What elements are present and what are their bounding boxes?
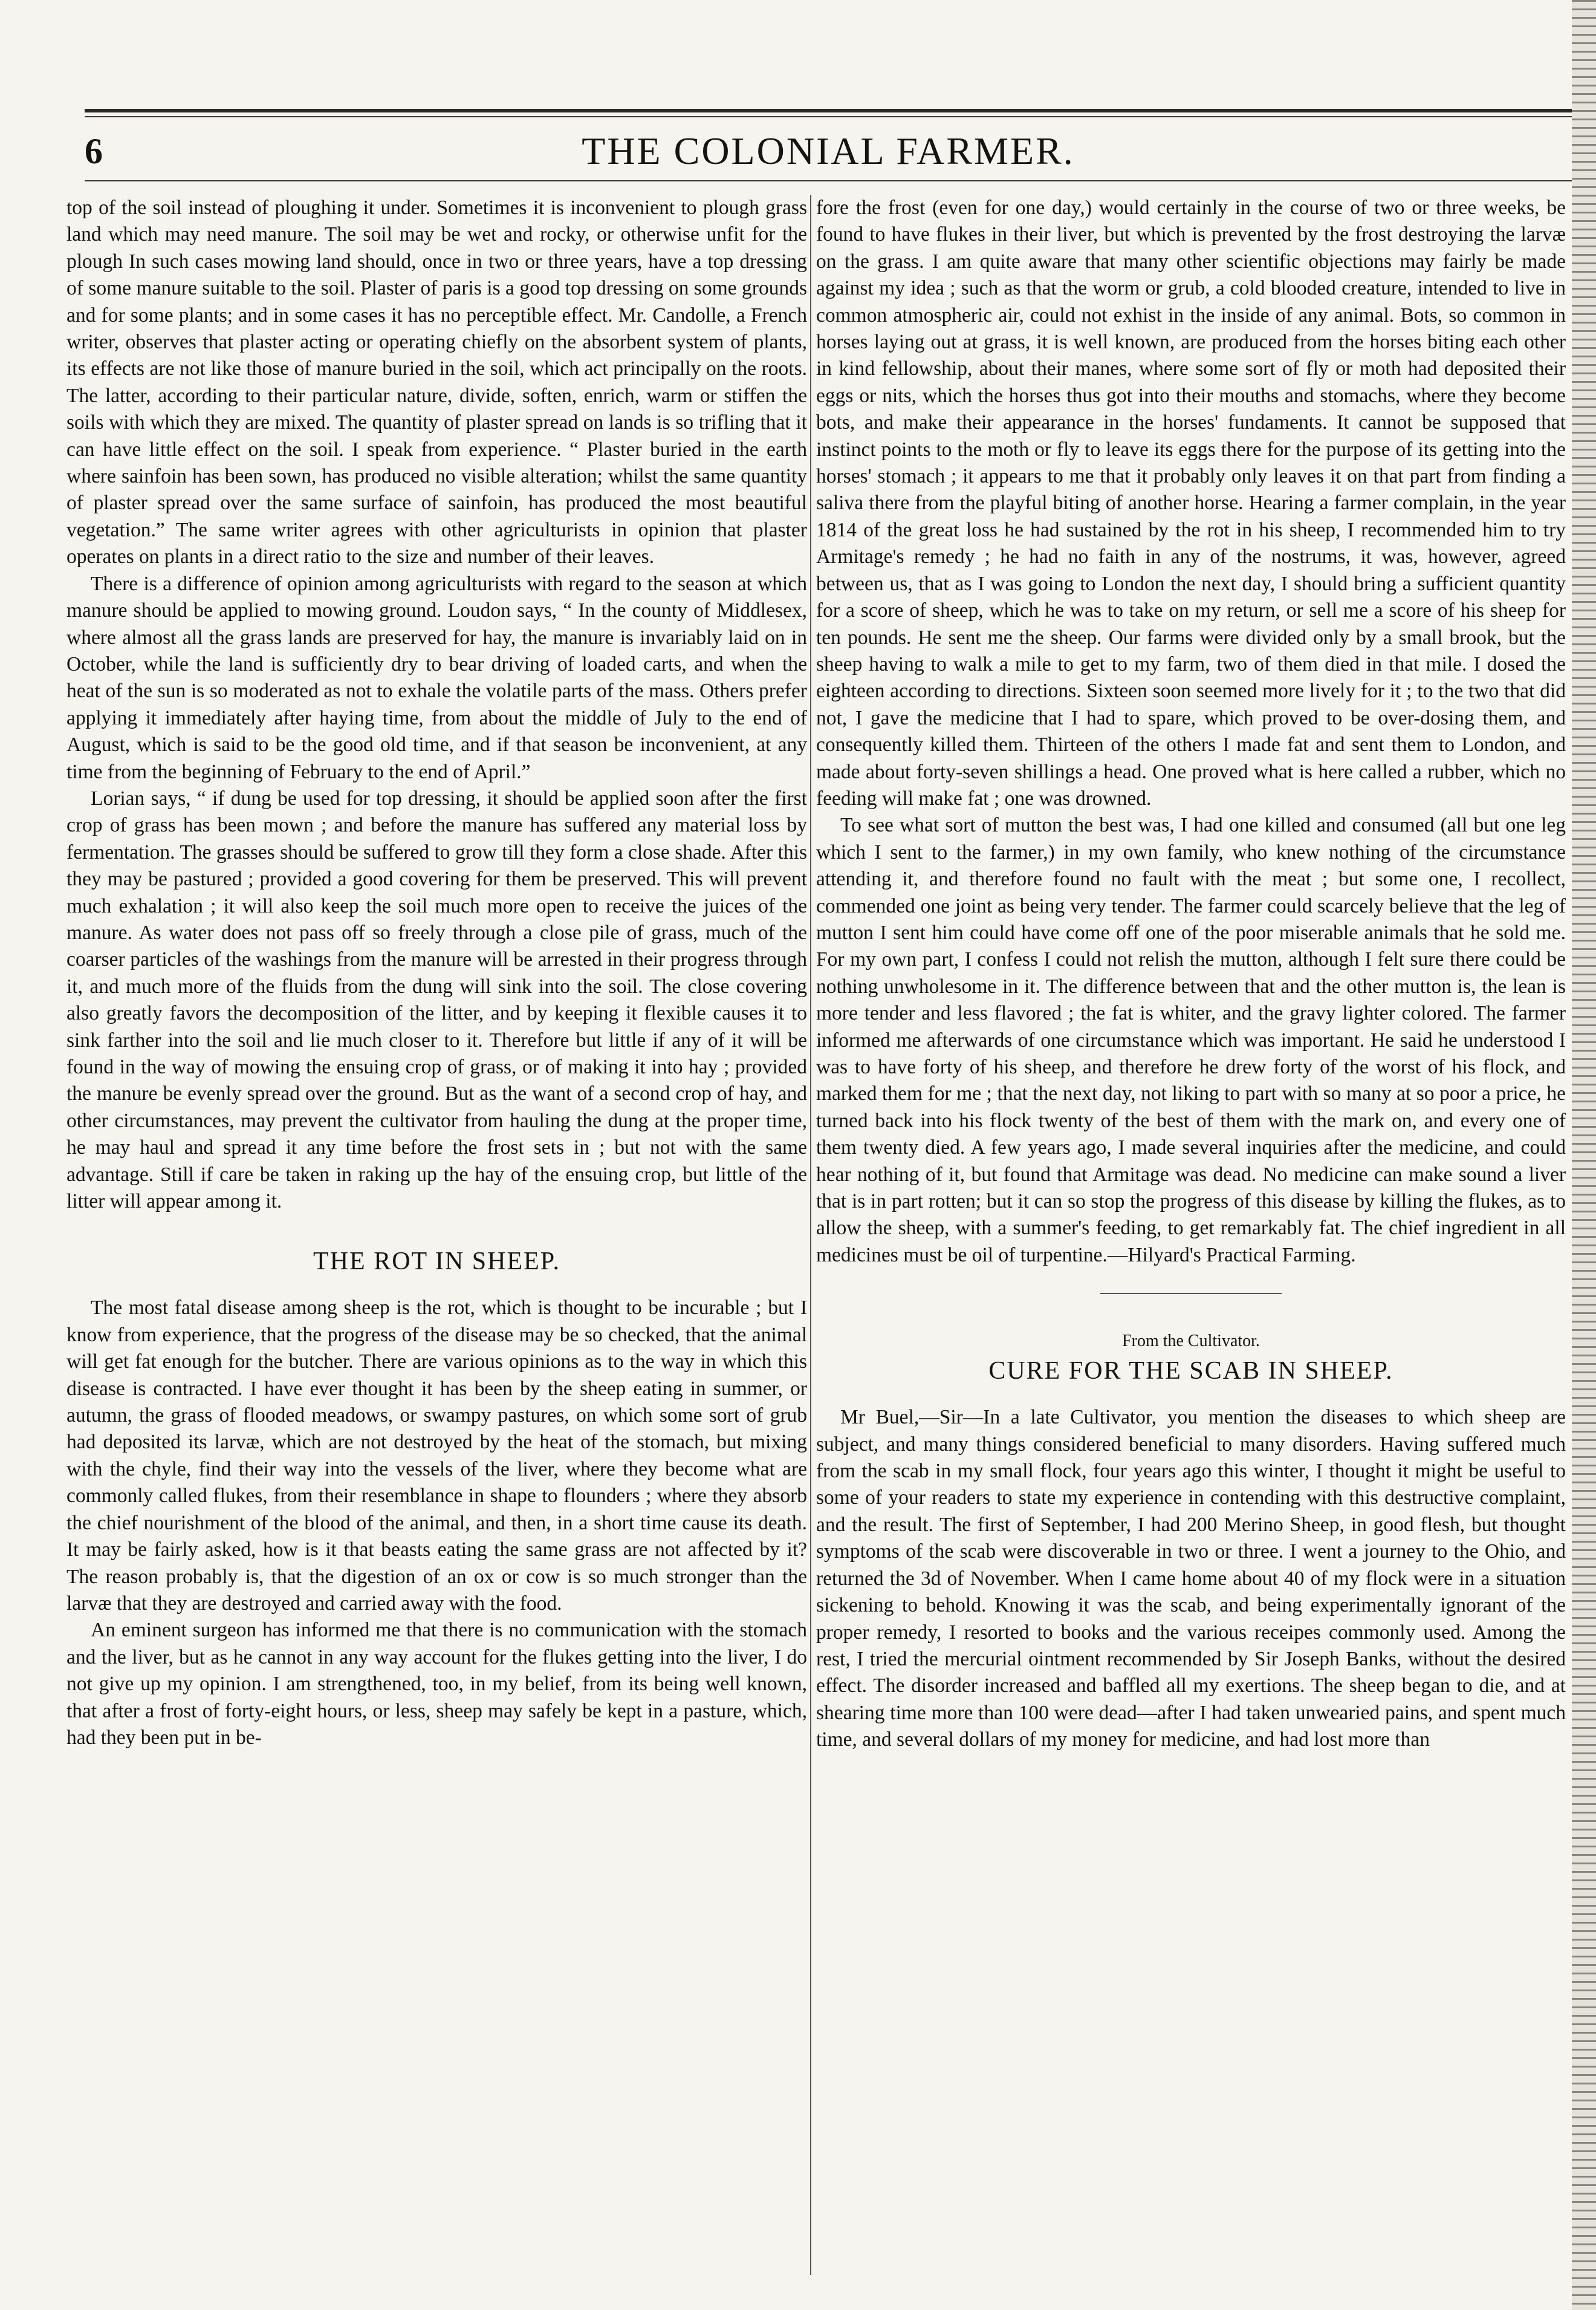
article-paragraph: To see what sort of mutton the best was, I had one killed and consumed (all but one leg which I sent to the farmer,) in my own family, who knew nothing of the circumstance attending it, and therefore found no fault with the meat ; but some one, I recollect, commended one joint as being very tender. The farmer could scarcely believe that the leg of mutton I sent him could have come off one of the poor miserable animals that he sold me. For my own part, I confess I could not relish the mutton, although I felt sure there could be nothing unwholesome in it. The difference between that and the other mutton is, the lean is more tender and less flavored ; the fat is whiter, and the gravy lighter colored. The farmer informed me afterwards of one circumstance which was important. He said he understood I was to have forty of his sheep, and therefore he drew forty of the worst of his flock, and marked them for me ; that the next day, not liking to part with so many at so poor a price, he turned back into his flock twenty of the best of them with the mark on, and every one of them twenty died. A few years ago, I made several inquiries after the medicine, and could hear nothing of it, but found that Armitage was dead. No medicine can make sound a liver that is in part rotten; but it can so stop the progress of this disease by killing the flukes, as to allow the sheep, with a summer's feeding, to get remarkably fat. The chief ingredient in all medicines must be oil of turpentine.—Hilyard's Practical Farming. [816, 814, 1566, 1266]
article-paragraph: fore the frost (even for one day,) would certainly in the course of two or three weeks, be found to have flukes in their liver, but which is prevented by the frost destroying the larvæ on the grass. I am quite aware that many other scientific objections may fairly be made against my idea ; such as that the worm or grub, a cold blooded creature, intended to live in common atmospheric air, could not exhist in the inside of any animal. Bots, so common in horses laying out at grass, it is well known, are produced from the horses biting each other in kind fellowship, about their manes, where some sort of fly or moth had deposited their eggs or nits, which the horses thus got into their mouths and stomachs, where they become bots, and make their appearance in the horses' fundaments. It cannot be supposed that instinct points to the moth or fly to leave its eggs there for the purpose of its getting into the horses' stomach ; it appears to me that it probably only leaves it on that part from finding a saliva there from the playful biting of another horse. Hearing a farmer complain, in the year 1814 of the great loss he had sustained by the rot in his sheep, I recommended him to try Armitage's remedy ; he had no faith in any of the nostrums, it was, however, agreed between us, that as I was going to London the next day, I should bring a sufficient quantity for a score of sheep, which he was to take on my return, or sell me a score of his sheep for ten pounds. He sent me the sheep. Our farms were divided only by a small brook, but the sheep having to walk a mile to get to my farm, two of them died in that mile. I dosed the eighteen according to directions. Sixteen soon seemed more lively for it ; to the two that did not, I gave the medicine that I had to spare, which proved to be over-dosing them, and consequently killed them. Thirteen of the others I made fat and sent them to London, and made about forty-seven shillings a head. One proved what is here called a rubber, which no feeding will make fat ; one was drowned. [816, 197, 1566, 810]
top-border-rule-thin [85, 116, 1572, 117]
page-number: 6 [85, 131, 103, 171]
article-paragraph: The most fatal disease among sheep is the rot, which is thought to be incurable ; but I know from experience, that the progress of the disease may be so checked, that the animal will get fat enough for the butcher. There are various opinions as to the way in which this disease is contracted. I have ever thought it has been by the sheep eating in summer, or autumn, the grass of flooded meadows, or swampy pastures, on which some sort of grub had deposited its larvæ, which are not destroyed by the heat of the stomach, but mixing with the chyle, find their way into the vessels of the liver, where they become what are commonly called flukes, from their resemblance in shape to flounders ; where they absorb the chief nourishment of the blood of the animal, and then, in a short time cause its death. It may be fairly asked, how is it that beasts eating the same grass are not affected by it? The reason probably is, that the digestion of an ox or cow is so much stronger than the larvæ that they are destroyed and carried away with the food. [66, 1297, 807, 1615]
section-title-scab: CURE FOR THE SCAB IN SHEEP. [988, 1357, 1393, 1385]
article-paragraph: An eminent surgeon has informed me that there is no communication with the stomach and the liver, but as he cannot in any way account for the flukes getting into the liver, I do not give up my opinion. I am strengthened, too, in my belief, from its being well known, that after a frost of forty-eight hours, or less, sheep may safely be kept in a pasture, which, had they been put in be- [66, 1619, 807, 1749]
adjacent-page-edge [1572, 0, 1596, 2310]
header-rule [85, 180, 1572, 181]
page-header [85, 127, 1572, 181]
article-paragraph: Lorian says, “ if dung be used for top dressing, it should be applied soon after the first crop of grass has been mown ; and before the manure has suffered any material loss by fermentation. The grasses should be suffered to grow till they form a close shade. After this they may be pastured ; provided a good covering for them be preserved. This will prevent much exhalation ; it will also keep the soil much more open to receive the juices of the manure. As water does not pass off so freely through a close pile of grass, much of the coarser particles of the washings from the manure will be arrested in their progress through it, and much more of the fluids from the dung will sink into the soil. The close covering also greatly favors the decomposition of the litter, and by keeping it flexible causes it to sink farther into the soil and lie much closer to it. Therefore but little if any of it will be found in the way of mowing the ensuing crop of grass, or of making it into hay ; provided the manure be evenly spread over the ground. But as the want of a second crop of hay, and other circumstances, may prevent the cultivator from hauling the dung at the proper time, he may haul and spread it any time before the frost sets in ; but not with the same advantage. Still if care be taken in raking up the hay of the ensuing crop, but little of the litter will appear among it. [66, 787, 807, 1213]
top-border-rule [85, 109, 1572, 112]
article-paragraph: There is a difference of opinion among agriculturists with regard to the season at which manure should be applied to mowing ground. Loudon says, “ In the county of Middlesex, where almost all the grass lands are preserved for hay, the manure is invariably laid on in October, while the land is sufficiently dry to bear driving of loaded carts, and when the heat of the sun is so moderated as not to exhale the volatile parts of the mass. Others prefer applying it immediately after haying time, from about the middle of July to the end of August, which is said to be the good old time, and if that season be inconvenient, at any time from the beginning of February to the end of April.” [66, 572, 807, 783]
article-paragraph: top of the soil instead of ploughing it under. Sometimes it is inconvenient to plough grass land which may need manure. The soil may be wet and rocky, or otherwise unfit for the plough In such cases mowing land should, once in two or three years, have a top dressing of some manure suitable to the soil. Plaster of paris is a good top dressing on some grounds and for some plants; and in some cases it has no perceptible effect. Mr. Candolle, a French writer, observes that plaster acting or operating chiefly on the absorbent system of plants, its effects are not like those of manure buried in the soil, which act principally on the roots. The latter, according to their particular nature, divide, soften, enrich, warm or stiffen the soils with which they are mixed. The quantity of plaster spread on lands is so trifling that it can have little effect on the soil. I speak from experience. “ Plaster buried in the earth where sainfoin has been sown, has produced no visible alteration; whilst the same quantity of plaster spread over the same surface of sainfoin, has produced the most beautiful vegetation.” The same writer agrees with other agriculturists in opinion that plaster operates on plants in a direct ratio to the size and number of their leaves. [66, 197, 807, 568]
masthead-title: THE COLONIAL FARMER. [582, 129, 1075, 172]
article-paragraph: Mr Buel,—Sir—In a late Cultivator, you mention the diseases to which sheep are subject, and many things considered beneficial to many disorders. Having suffered much from the scab in my small flock, four years ago this winter, I thought it might be useful to some of your readers to state my experience in contending with this destructive complaint, and the result. The first of September, I had 200 Merino Sheep, in good flesh, but thought symptoms of the scab were discoverable in two or three. I went a journey to the Ohio, and returned the 3d of November. When I came home about 40 of my flock were in a situation sickening to behold. Knowing it was the scab, and being experimentally ignorant of the proper remedy, I resorted to books and the various receipes commonly used. Among the rest, I tried the mercurial ointment recommended by Sir Joseph Banks, without the desired effect. The disorder increased and baffled all my exertions. The sheep began to die, and at shearing time more than 100 were dead—after I had taken unwearied pains, and spent much time, and several dollars of my money for medicine, and had lost more than [816, 1406, 1566, 1751]
left-column [66, 195, 807, 1751]
section-separator [1100, 1293, 1282, 1294]
source-credit: From the Cultivator. [1122, 1332, 1260, 1351]
section-title-rot: THE ROT IN SHEEP. [313, 1248, 560, 1276]
column-divider [810, 195, 811, 2275]
right-column [816, 195, 1566, 1754]
